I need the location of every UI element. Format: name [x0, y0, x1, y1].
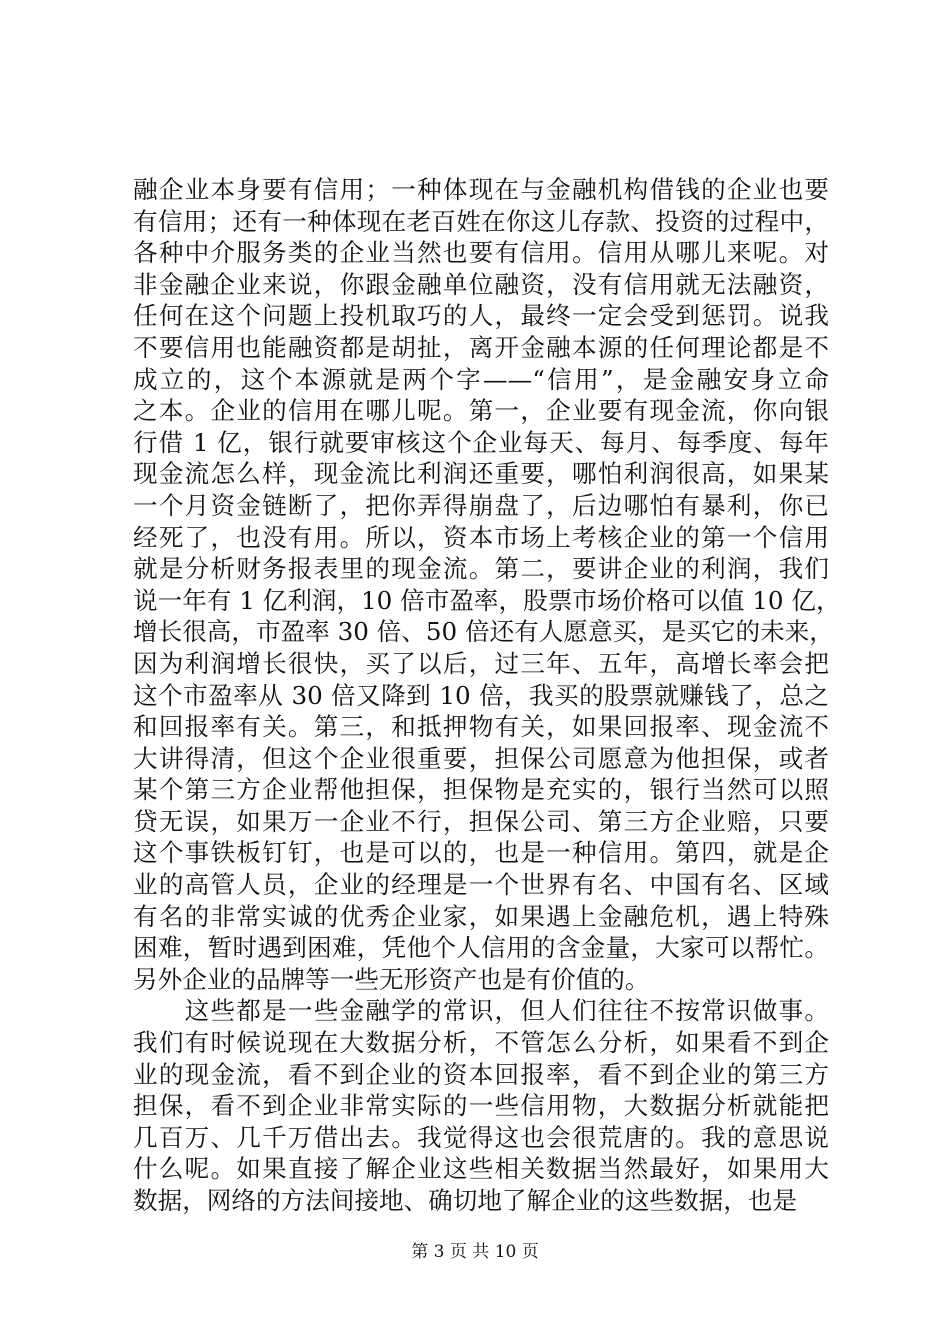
text-line: 经死了，也没有用。所以，资本市场上考核企业的第一个信用 [133, 522, 829, 552]
text-line: 这个市盈率从 30 倍又降到 10 倍，我买的股票就赚钱了，总之 [133, 680, 829, 710]
text-line: 任何在这个问题上投机取巧的人，最终一定会受到惩罚。说我 [133, 301, 829, 331]
text-line: 就是分析财务报表里的现金流。第二，要讲企业的利润，我们 [133, 554, 829, 584]
text-line: 困难，暂时遇到困难，凭他个人信用的含金量，大家可以帮忙。 [133, 933, 829, 963]
text-line: 几百万、几千万借出去。我觉得这也会很荒唐的。我的意思说 [133, 1122, 829, 1152]
text-line: 业的高管人员，企业的经理是一个世界有名、中国有名、区域 [133, 870, 829, 900]
text-line: 业的现金流，看不到企业的资本回报率，看不到企业的第三方 [133, 1059, 829, 1089]
text-line: 融企业本身要有信用；一种体现在与金融机构借钱的企业也要 [133, 175, 829, 204]
text-line: 贷无误，如果万一企业不行，担保公司、第三方企业赔，只要 [133, 806, 829, 836]
text-line: 非金融企业来说，你跟金融单位融资，没有信用就无法融资， [133, 269, 829, 299]
text-line: 大讲得清，但这个企业很重要，担保公司愿意为他担保，或者 [133, 743, 829, 773]
text-line: 另外企业的品牌等一些无形资产也是有价值的。 [133, 964, 650, 994]
text-line: 某个第三方企业帮他担保，担保物是充实的，银行当然可以照 [133, 775, 829, 805]
text-line: 这个事铁板钉钉，也是可以的，也是一种信用。第四，就是企 [133, 838, 829, 868]
text-line: 不要信用也能融资都是胡扯，离开金融本源的任何理论都是不 [133, 332, 829, 362]
text-line: 成立的，这个本源就是两个字——“信用”，是金融安身立命 [133, 364, 829, 394]
text-line: 各种中介服务类的企业当然也要有信用。信用从哪儿来呢。对 [133, 238, 829, 268]
text-line: 现金流怎么样，现金流比利润还重要，哪怕利润很高，如果某 [133, 459, 829, 489]
text-line: 和回报率有关。第三，和抵押物有关，如果回报率、现金流不 [133, 712, 829, 742]
text-line: 一个月资金链断了，把你弄得崩盘了，后边哪怕有暴利，你已 [133, 490, 829, 520]
text-line: 什么呢。如果直接了解企业这些相关数据当然最好，如果用大 [133, 1154, 829, 1184]
text-line: 有名的非常实诚的优秀企业家，如果遇上金融危机，遇上特殊 [133, 901, 829, 931]
text-line: 说一年有 1 亿利润，10 倍市盈率，股票市场价格可以值 10 亿， [133, 585, 841, 615]
page-footer: 第 3 页 共 10 页 [411, 1242, 539, 1262]
text-line: 我们有时候说现在大数据分析，不管怎么分析，如果看不到企 [133, 1028, 829, 1058]
document-body [133, 174, 841, 1217]
text-line: 增长很高，市盈率 30 倍、50 倍还有人愿意买，是买它的未来， [133, 617, 834, 647]
text-line: 数据，网络的方法间接地、确切地了解企业的这些数据，也是 [133, 1186, 798, 1215]
text-line: 因为利润增长很快，买了以后，过三年、五年，高增长率会把 [133, 648, 829, 678]
text-line: 担保，看不到企业非常实际的一些信用物，大数据分析就能把 [133, 1091, 829, 1121]
text-line: 有信用；还有一种体现在老百姓在你这儿存款、投资的过程中， [133, 206, 829, 236]
text-line: 这些都是一些金融学的常识，但人们往往不按常识做事。 [133, 996, 829, 1026]
text-line: 之本。企业的信用在哪儿呢。第一，企业要有现金流，你向银 [133, 396, 829, 426]
text-line: 行借 1 亿，银行就要审核这个企业每天、每月、每季度、每年 [133, 427, 829, 457]
